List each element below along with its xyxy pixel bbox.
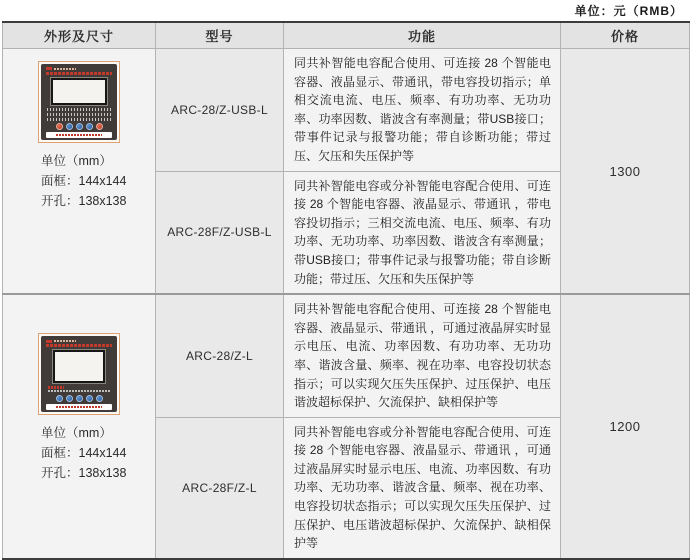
function-cell: 同共补智能电容或分补智能电容配合使用、可连接 28 个智能电容器、液晶显示、带通讯 ，带电容投切指示；三相交流电流、电压、频率、有功功率、无功功率、功率因数、谐波含有率测量；带USB接口；带事件记录与报警功能；带自诊断功能；带过压、欠压和失压保护等: [284, 171, 561, 294]
lcd-screen: [53, 350, 105, 383]
manufacturer-label: [46, 404, 112, 410]
shape-cell-group2: [3, 294, 156, 559]
function-cell: 同共补智能电容配合使用、可连接 28 个智能电容器、液晶显示、带通讯 ，可通过液晶屏实时显示电压、电流、功率因数、有功功率、无功功率、谐波含量、频率、视在功率、电容投切状态指示；可以实现欠压失压保护、过压保护、电压谐波超标保护、欠流保护、缺相保护等: [284, 294, 561, 417]
dimension-cutout: 开孔：138x138: [41, 194, 127, 208]
device-english-text: [48, 390, 111, 392]
device-panel: [41, 64, 117, 140]
header-shape-size: 外形及尺寸: [3, 22, 156, 49]
panel-button-icon: [76, 123, 83, 130]
function-cell: 同共补智能电容配合使用、可连接 28 个智能电容器、液晶显示、带通讯，带电容投切指示；单相交流电流、电压、频率、有功功率、无功功率、功率因数、谐波含有率测量；带USB接口；带事件记录与报警功能；带自诊断功能；带过压、欠压和失压保护等: [284, 49, 561, 172]
brand-mark-icon: [46, 67, 52, 70]
indicator-row: [47, 118, 111, 121]
panel-button-icon: [66, 395, 73, 402]
indicator-row: [47, 113, 111, 116]
header-price: 价格: [561, 22, 690, 49]
dimension-frame: 面框：144x144: [41, 174, 127, 188]
product-price-table: [2, 21, 690, 560]
price-cell: 1300: [561, 49, 690, 295]
shape-cell-group1: [3, 49, 156, 295]
device-buttons: [45, 395, 113, 402]
panel-button-icon: [56, 395, 63, 402]
indicator-row: [47, 108, 111, 111]
function-cell: 同共补智能电容或分补智能电容配合使用、可连接 28 个智能电容器、液晶显示、带通讯 ，可通过液晶屏实时显示电压、电流、功率因数、有功功率、无功功率、谐波含量、频率、视在功率、电容投切状态指示；可以实现欠压失压保护、过压保护、电压谐波超标保护、欠流保护、缺相保护等: [284, 417, 561, 559]
device-photo-arc28: [38, 333, 120, 415]
device-model-text: [48, 386, 64, 389]
dimension-frame: 面框：144x144: [41, 446, 127, 461]
device-brand-logo: [46, 67, 112, 71]
device-buttons: [45, 123, 113, 130]
device-title-text: [46, 72, 112, 75]
brand-text: [54, 68, 76, 70]
panel-button-icon: [86, 123, 93, 130]
manufacturer-label: [46, 132, 112, 138]
panel-button-icon: [86, 395, 93, 402]
model-cell: ARC-28/Z-USB-L: [156, 49, 284, 172]
device-panel: [41, 336, 117, 412]
table-header-row: [3, 22, 690, 49]
panel-button-icon: [96, 395, 103, 402]
panel-button-icon: [56, 123, 63, 130]
panel-button-icon: [76, 395, 83, 402]
table-row: [3, 49, 690, 172]
currency-unit-note: 单位：元（RMB）: [574, 4, 683, 18]
dimension-info: [4, 151, 154, 211]
header-function: 功能: [284, 22, 561, 49]
price-cell: 1200: [561, 294, 690, 559]
dimension-unit: 单位（mm）: [41, 426, 112, 441]
dimension-info: [4, 423, 154, 483]
table-row: [3, 294, 690, 417]
model-cell: ARC-28F/Z-USB-L: [156, 171, 284, 294]
panel-button-icon: [66, 123, 73, 130]
lcd-screen: [51, 78, 107, 105]
model-cell: ARC-28/Z-L: [156, 294, 284, 417]
brand-text: [54, 340, 76, 342]
brand-mark-icon: [46, 340, 52, 343]
dimension-cutout: 开孔：138x138: [41, 466, 127, 481]
manufacturer-text: [56, 406, 102, 408]
device-title-text: [46, 344, 112, 347]
dimension-unit: 单位（mm）: [41, 154, 112, 168]
header-model: 型号: [156, 22, 284, 49]
model-cell: ARC-28F/Z-L: [156, 417, 284, 559]
manufacturer-text: [56, 134, 102, 136]
device-photo-arc28-usb: [38, 61, 120, 143]
panel-button-icon: [96, 123, 103, 130]
device-brand-logo: [46, 339, 112, 343]
